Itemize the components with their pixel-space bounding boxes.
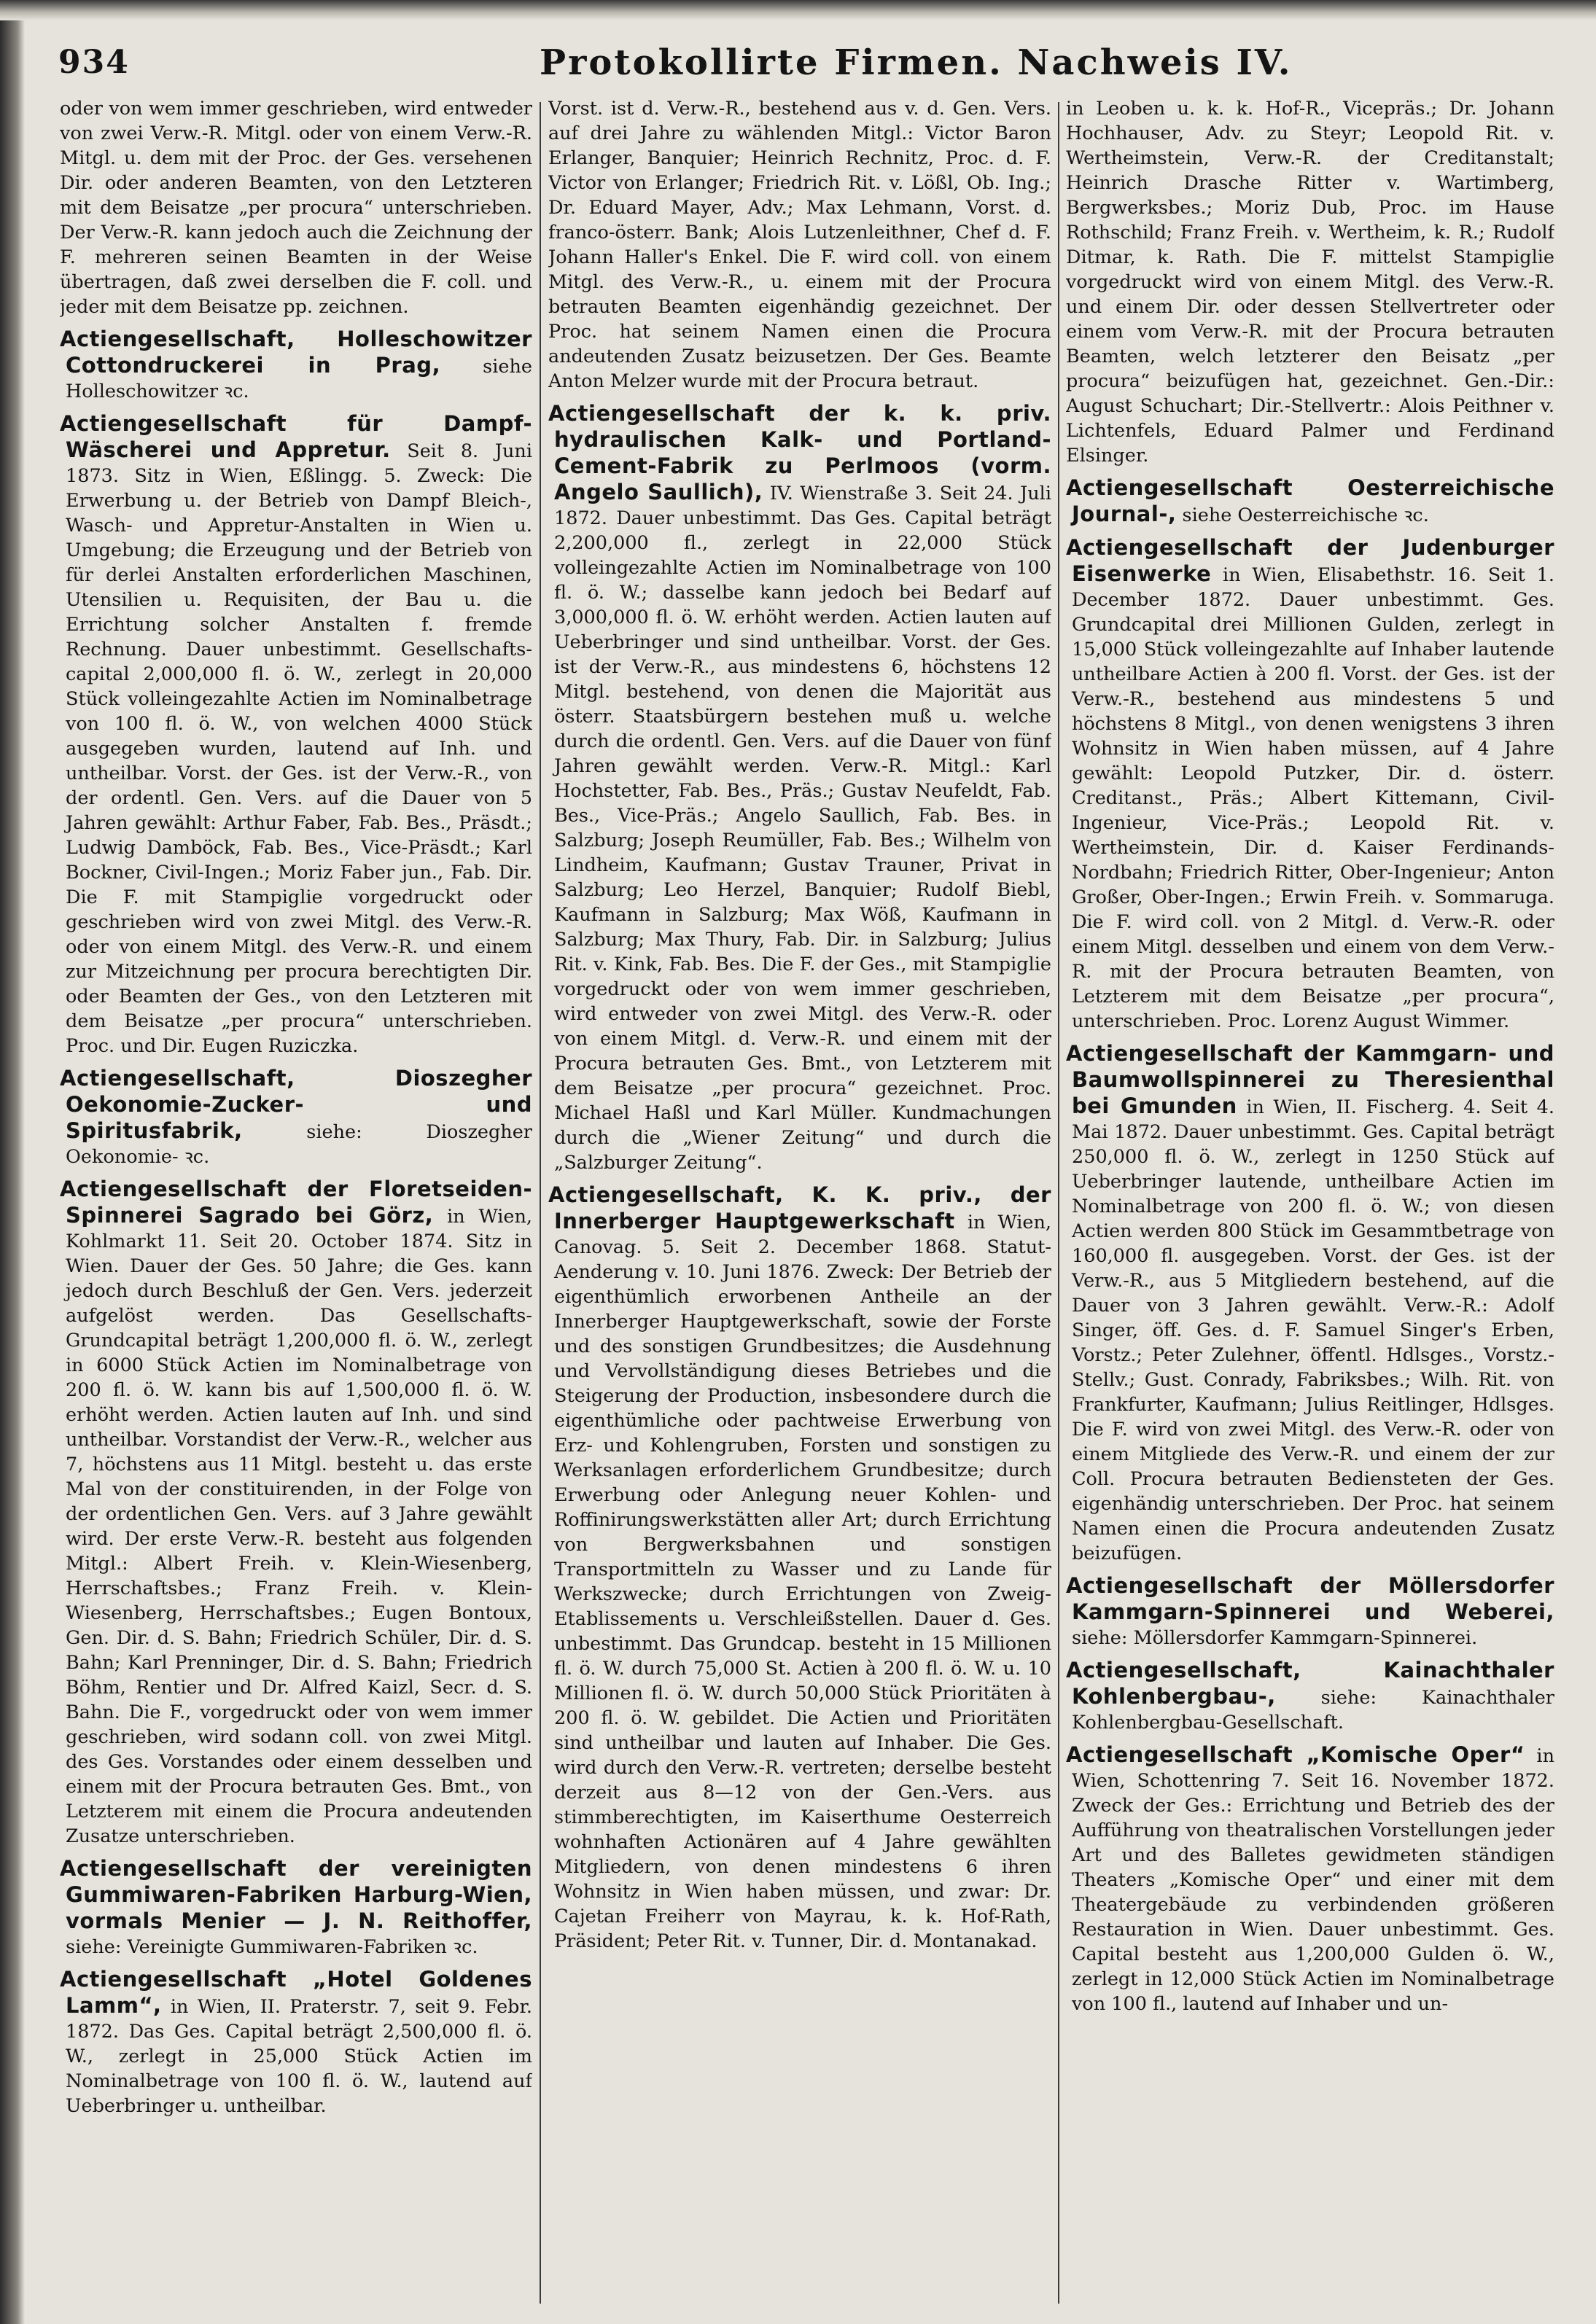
company-entry xyxy=(1066,535,1554,1034)
entry-text: oder von wem immer geschrieben, wird entweder von zwei Verw.-R. Mitgl. oder von einem Verw.-R. Mitgl. u. dem mit der Proc. der Ges. versehenen Dir. oder anderen Beamten, von den Letzteren mit dem Beisatze „per procura“ unterschrieben. Der Verw.-R. kann jedoch auch die Zeichnung der F. mehreren seinen Beamten in der Weise übertragen, daß zwei derselben die F. coll. und jeder mit dem Beisatze pp. zeichnen. xyxy=(60,98,532,318)
company-name: Actiengesellschaft für Dampf-Wäscherei und Appretur. xyxy=(60,411,532,462)
company-name: Actiengesellschaft der Möllersdorfer Kammgarn-Spinnerei und Weberei, xyxy=(1066,1573,1554,1624)
entry-text: in Wien, Canovag. 5. Seit 2. December 1868. Statut-Aenderung v. 10. Juni 1876. Zweck: Der Betrieb der eigenthümlich erworbenen Antheile an der Innerberger Hauptgewerkschaft, sowie der Forste und des sonstigen Grundbesitzes; die Ausdehnung und Vervollständigung dieses Betriebes und die Steigerung der Production, insbesondere durch die eigenthümliche oder pachtweise Erwerbung von Erz- und Kohlengruben, Forsten und sonstigen zu Werksanlagen erforderlichem Grundbesitze; durch Erwerbung oder Anlegung neuer Kohlen- und Roffinirungswerkstätten aller Art; durch Errichtung von Bergwerksbahnen und sonstigen Transportmitteln zu Wasser und zu Lande für Werkszwecke; durch Errichtungen von Zweig-Etablissements u. Verschleißstellen. Dauer d. Ges. unbestimmt. Das Grundcap. besteht in 15 Millionen fl. ö. W. durch 75,000 St. Actien à 200 fl. ö. W. u. 10 Millionen fl. ö. W. durch 50,000 Stück Prioritäten à 200 fl. ö. W. gebildet. Die Actien und Prioritäten sind untheilbar und lauten auf Inhaber. Die Ges. wird durch den Verw.-R. vertreten; derselbe besteht derzeit aus 8—12 von der Gen.-Vers. aus stimmberechtigten, im Kaiserthume Oesterreich wohnhaften Actionären auf 4 Jahre gewählten Mitgliedern, von denen mindestens 6 ihren Wohnsitz in Wien haben müssen, und zwar: Dr. Cajetan Freiherr von Mayrau, k. k. Hof-Rath, Präsident; Peter Rit. v. Tunner, Dir. d. Montanakad. xyxy=(554,1212,1051,1952)
entry-continuation xyxy=(1066,96,1554,468)
company-name: Actiengesellschaft der Floretseiden-Spinnerei Sagrado bei Görz, xyxy=(60,1177,532,1228)
company-entry xyxy=(1066,1041,1554,1566)
entry-text: IV. Wienstraße 3. Seit 24. Juli 1872. Dauer unbestimmt. Das Ges. Capital beträgt 2,200,000 fl., zerlegt in 22,000 Stück volleingezahlte Actien im Nominalbetrage von 100 fl. ö. W.; dasselbe kann jedoch bei Bedarf auf 3,000,000 fl. ö. W. erhöht werden. Actien lauten auf Ueberbringer und sind untheilbar. Vorst. der Ges. ist der Verw.-R., aus mindestens 6, höchstens 12 Mitgl. bestehend, von denen die Majorität aus österr. Staatsbürgern bestehen muß u. welche durch die ordentl. Gen. Vers. auf die Dauer von fünf Jahren gewählt werden. Verw.-R. Mitgl.: Karl Hochstetter, Fab. Bes., Präs.; Gustav Neufeldt, Fab. Bes., Vice-Präs.; Angelo Saullich, Fab. Bes. in Salzburg; Joseph Reumüller, Fab. Bes.; Wilhelm von Lindheim, Kaufmann; Gustav Trauner, Privat in Salzburg; Leo Herzel, Banquier; Rudolf Biebl, Kaufmann in Salzburg; Max Wöß, Kaufmann in Salzburg; Max Thury, Fab. Dir. in Salzburg; Julius Rit. v. Kink, Fab. Bes. Die F. der Ges., mit Stampiglie vorgedruckt oder von wem immer geschrieben, wird entweder von zwei Mitgl. des Verw.-R. oder von einem Mitgl. d. Verw.-R. und einem mit der Procura betrauten Ges. Bmt., von Letzterem mit dem Beisatze „per procura“ gezeichnet. Proc. Michael Haßl und Karl Müller. Kundmachungen durch die „Wiener Zeitung“ und durch die „Salzburger Zeitung“. xyxy=(554,483,1051,1174)
company-name: Actiengesellschaft, Dioszegher Oekonomie-Zucker- und Spiritusfabrik, xyxy=(60,1066,532,1143)
entry-text: Vorst. ist d. Verw.-R., bestehend aus v. d. Gen. Vers. auf drei Jahre zu wählenden Mitgl.: Victor Baron Erlanger, Banquier; Heinrich Rechnitz, Proc. d. F. Victor von Erlanger; Friedrich Rit. v. Lößl, Ob. Ing.; Dr. Eduard Mayer, Adv.; Max Lehmann, Vorst. d. franco-österr. Bank; Alois Lutzenleithner, Chef d. F. Johann Haller's Enkel. Die F. wird coll. von einem Mitgl. des Verw.-R., u. einem mit der Procura betrauten Beamten eigenhändig gezeichnet. Der Proc. hat seinem Namen einen die Procura andeutenden Zusatz beizusetzen. Der Ges. Beamte Anton Melzer wurde mit der Procura betraut. xyxy=(548,98,1051,392)
company-name: Actiengesellschaft der k. k. priv. hydraulischen Kalk- und Portland-Cement-Fabrik zu Perlmoos (vorm. Angelo Saullich), xyxy=(548,401,1051,504)
company-entry xyxy=(548,401,1051,1175)
page-header xyxy=(58,38,1560,89)
entry-continuation xyxy=(548,96,1051,394)
company-entry xyxy=(60,1856,532,1960)
company-name: Actiengesellschaft, Kainachthaler Kohlenbergbau-, xyxy=(1066,1658,1554,1709)
text-column-2 xyxy=(548,96,1051,2305)
company-name: Actiengesellschaft, K. K. priv., der Innerberger Hauptgewerkschaft xyxy=(548,1182,1051,1233)
company-entry xyxy=(548,1182,1051,1954)
company-name: Actiengesellschaft der Judenburger Eisenwerke xyxy=(1066,535,1554,586)
company-entry xyxy=(60,411,532,1058)
company-entry xyxy=(60,327,532,404)
entry-text: siehe: Dioszegher Oekonomie- ꝛc. xyxy=(66,1121,532,1168)
page-number: 934 xyxy=(58,44,130,81)
entry-text: siehe Oesterreichische ꝛc. xyxy=(1176,504,1429,526)
entry-text: Seit 8. Juni 1873. Sitz in Wien, Eßlingg. 5. Zweck: Die Erwerbung u. der Betrieb von Dampf Bleich-, Wasch- und Appretur-Anstalten in Wien u. Umgebung; die Erzeugung und der Betrieb von für derlei Anstalten erforderlichen Maschinen, Utensilien u. Requisiten, der Bau u. die Errichtung solcher Anstalten f. fremde Rechnung. Dauer unbestimmt. Gesellschafts-capital 2,000,000 fl. ö. W., zerlegt in 20,000 Stück volleingezahlte Actien im Nominalbetrage von 100 fl. ö. W., von welchen 4000 Stück ausgegeben wurden, lautend auf Inh. und untheilbar. Vorst. der Ges. ist der Verw.-R., von der ordentl. Gen. Vers. auf die Dauer von 5 Jahren gewählt: Arthur Faber, Fab. Bes., Präsdt.; Ludwig Damböck, Fab. Bes., Vice-Präsdt.; Karl Bockner, Civil-Ingen.; Moriz Faber jun., Fab. Dir. Die F. mit Stampiglie vorgedruckt oder geschrieben wird von zwei Mitgl. des Verw.-R. oder von einem Mitgl. des Verw.-R. und einem zur Mitzeichnung per procura berechtigten Dir. oder Beamten der Ges., von den Letzteren mit dem Beisatze „per procura“ unterschrieben. Proc. und Dir. Eugen Ruziczka. xyxy=(66,440,532,1057)
entry-text: in Wien, II. Praterstr. 7, seit 9. Febr. 1872. Das Ges. Capital beträgt 2,500,000 fl. ö. W., zerlegt in 25,000 Stück Actien im Nominalbetrage von 100 fl. ö. W., lautend auf Ueberbringer u. untheilbar. xyxy=(66,1996,532,2117)
entry-text: in Wien, Schottenring 7. Seit 16. November 1872. Zweck der Ges.: Errichtung und Betrieb des der Aufführung von theatralischen Vorstellungen jeder Art und des Balletes gewidmeten ständigen Theaters „Komische Oper“ und einer mit dem Theatergebäude zu verbindenden größeren Restauration in Wien. Dauer unbestimmt. Ges. Capital besteht aus 1,200,000 Gulden ö. W., zerlegt in 12,000 Stück Actien im Nominalbetrage von 100 fl., lautend auf Inhaber und un- xyxy=(1072,1745,1554,2015)
scan-edge-top xyxy=(0,0,1596,20)
entry-text: siehe: Kainachthaler Kohlenbergbau-Gesellschaft. xyxy=(1072,1687,1554,1734)
company-name: Actiengesellschaft „Komische Oper“ xyxy=(1066,1742,1525,1767)
running-title: Protokollirte Firmen. Nachweis IV. xyxy=(540,42,1293,83)
scan-edge-left xyxy=(0,0,25,2324)
company-entry xyxy=(60,1967,532,2118)
entry-text: siehe: Vereinigte Gummiwaren-Fabriken ꝛc. xyxy=(66,1936,478,1958)
company-entry xyxy=(1066,1742,1554,2016)
company-entry xyxy=(1066,1658,1554,1735)
entry-text: in Wien, Kohlmarkt 11. Seit 20. October 1874. Sitz in Wien. Dauer der Ges. 50 Jahre; die Ges. kann jedoch durch Beschluß der Gen. Vers. jederzeit aufgelöst werden. Das Gesellschafts-Grundcapital beträgt 1,200,000 fl. ö. W., zerlegt in 6000 Stück Actien im Nominalbetrage von 200 fl. ö. W. kann bis auf 1,500,000 fl. ö. W. erhöht werden. Actien lauten auf Inh. und sind untheilbar. Vorstandist der Verw.-R., welcher aus 7, höchstens aus 11 Mitgl. besteht u. das erste Mal von der constituirenden, in der Folge von der ordentlichen Gen. Vers. auf 3 Jahre gewählt wird. Der erste Verw.-R. besteht aus folgenden Mitgl.: Albert Freih. v. Klein-Wiesenberg, Herrschaftsbes.; Franz Freih. v. Klein-Wiesenberg, Herrschaftsbes.; Eugen Bontoux, Gen. Dir. d. S. Bahn; Friedrich Schüler, Dir. d. S. Bahn; Karl Prenninger, Dir. d. S. Bahn; Friedrich Böhm, Rentier und Dr. Alfred Kaizl, Secr. d. S. Bahn. Die F., vorgedruckt oder von wem immer geschrieben, wird sodann coll. von zwei Mitgl. des Ges. Vorstandes oder einem desselben und einem mit der Procura betrauten Ges. Bmt., von Letzterem mit einem die Procura andeutenden Zusatze unterschrieben. xyxy=(66,1206,532,1847)
company-name: Actiengesellschaft Oesterreichische Journal-, xyxy=(1066,475,1554,526)
company-entry xyxy=(60,1066,532,1169)
entry-text: in Leoben u. k. k. Hof-R., Vicepräs.; Dr. Johann Hochhauser, Adv. zu Steyr; Leopold Rit. v. Wertheimstein, Verw.-R. der Creditanstalt; Heinrich Drasche Ritter v. Wartimberg, Bergwerksbes.; Moriz Dub, Proc. im Hause Rothschild; Franz Freih. v. Wertheim, k. R.; Rudolf Ditmar, k. Rath. Die F. mittelst Stampiglie vorgedruckt wird von einem Mitgl. des Verw.-R. und einem Dir. oder dessen Stellvertreter oder einem vom Verw.-R. mit der Procura betrauten Beamten, welch letzterer den Beisatz „per procura“ beizufügen hat, gezeichnet. Gen.-Dir.: August Schuchart; Dir.-Stellvertr.: Alois Peithner v. Lichtenfels, Eduard Palmer und Ferdinand Elsinger. xyxy=(1066,98,1554,467)
entry-text: in Wien, Elisabethstr. 16. Seit 1. December 1872. Dauer unbestimmt. Ges. Grundcapital drei Millionen Gulden, zerlegt in 15,000 Stück volleingezahlte auf Inhaber lautende untheilbare Actien à 200 fl. Vorst. der Ges. ist der Verw.-R., bestehend aus mindestens 5 und höchstens 8 Mitgl., von denen wenigstens 3 ihren Wohnsitz in Wien haben müssen, auf 4 Jahre gewählt: Leopold Putzker, Dir. d. österr. Creditanst., Präs.; Albert Kittemann, Civil-Ingenieur, Vice-Präs.; Leopold Rit. v. Wertheimstein, Dir. d. Kaiser Ferdinands-Nordbahn; Friedrich Ritter, Ober-Ingenieur; Anton Großer, Ober-Ingen.; Erwin Freih. v. Sommaruga. Die F. wird coll. von 2 Mitgl. d. Verw.-R. oder einem Mitgl. desselben und einem von dem Verw.-R. mit der Procura betrauten Beamten, von Letzterem mit dem Beisatze „per procura“, unterschrieben. Proc. Lorenz August Wimmer. xyxy=(1072,564,1554,1032)
company-name: Actiengesellschaft der vereinigten Gummiwaren-Fabriken Harburg-Wien, vormals Menier — J. N. Reithoffer, xyxy=(60,1856,532,1933)
entry-text: siehe Holleschowitzer ꝛc. xyxy=(66,356,532,402)
entry-continuation xyxy=(60,96,532,319)
company-entry xyxy=(1066,1573,1554,1650)
company-entry xyxy=(1066,475,1554,528)
company-entry xyxy=(60,1177,532,1849)
column-divider xyxy=(540,102,541,2304)
entry-text: in Wien, II. Fischerg. 4. Seit 4. Mai 1872. Dauer unbestimmt. Ges. Capital beträgt 250,000 fl. ö. W., zerlegt in 1250 Stück auf Ueberbringer lautende, untheilbare Actien im Nominalbetrage von 200 fl. ö. W.; von diesen Actien werden 800 Stück im Gesammtbetrage von 160,000 fl. ausgegeben. Vorst. der Ges. ist der Verw.-R., aus 5 Mitgliedern bestehend, auf die Dauer von 3 Jahren gewählt. Verw.-R.: Adolf Singer, öff. Ges. d. F. Samuel Singer's Erben, Vorstz.; Peter Zulehner, öffentl. Hdlsges., Vorstz.-Stellv.; Gust. Conrady, Fabriksbes.; Wilh. Rit. von Frankfurter, Kaufmann; Julius Reitlinger, Hdlsges. Die F. wird von zwei Mitgl. des Verw.-R. oder von einem Mitgliede des Verw.-R. und einem der zur Coll. Procura betrauten Bediensteten der Ges. eigenhändig unterschrieben. Der Proc. hat seinem Namen einen die Procura andeutenden Zusatz beizufügen. xyxy=(1072,1096,1554,1564)
text-column-1 xyxy=(60,96,532,2305)
text-column-3 xyxy=(1066,96,1554,2305)
company-name: Actiengesellschaft „Hotel Goldenes Lamm“, xyxy=(60,1967,532,2018)
company-name: Actiengesellschaft, Holleschowitzer Cottondruckerei in Prag, xyxy=(60,327,532,378)
column-divider xyxy=(1058,102,1059,2304)
entry-text: siehe: Möllersdorfer Kammgarn-Spinnerei. xyxy=(1072,1627,1478,1649)
company-name: Actiengesellschaft der Kammgarn- und Baumwollspinnerei zu Theresienthal bei Gmunden xyxy=(1066,1041,1554,1118)
